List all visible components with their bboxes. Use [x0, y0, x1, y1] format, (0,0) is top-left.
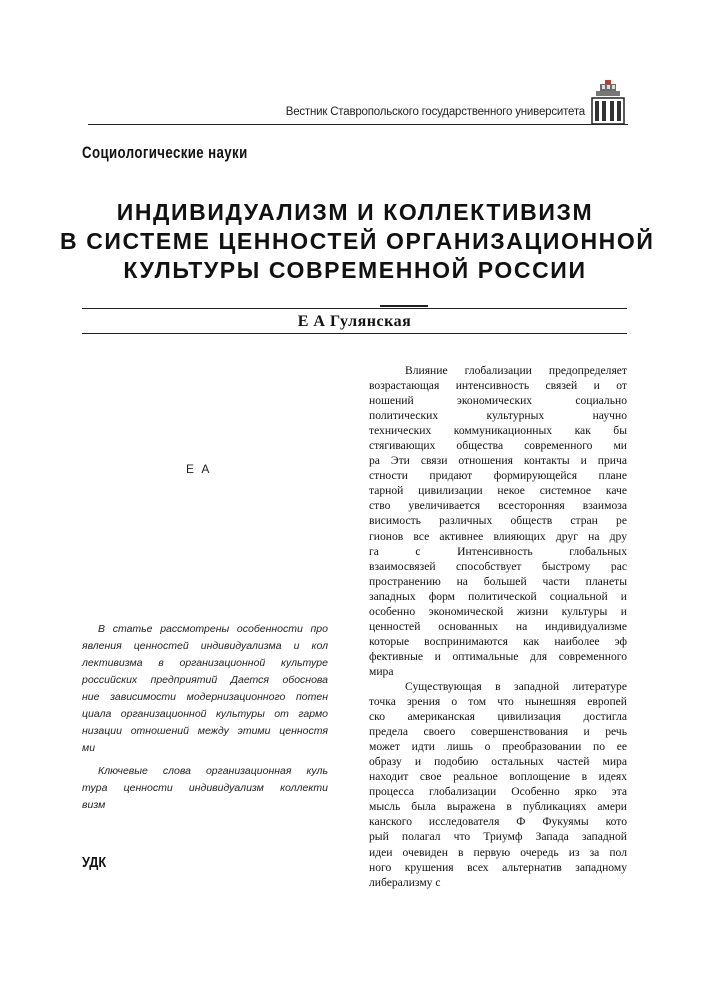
text-line: российских предприятий Дается обоснова: [82, 674, 328, 686]
text-line: ско американская цивилизация достигла: [369, 710, 627, 724]
text-line: западных форм политической социальной и: [369, 589, 627, 603]
author-name: Е А Гулянская: [297, 313, 412, 330]
author-rule-top: [82, 308, 627, 309]
text-line: ние зависимости модернизационного потен: [82, 691, 328, 703]
journal-title: Вестник Ставропольского государственного университета: [285, 106, 585, 118]
text-line: тура ценности индивидуализм коллекти: [82, 782, 328, 794]
text-line: технических коммуникационных как бы: [369, 424, 627, 438]
text-line: ношений экономических социально: [369, 394, 627, 408]
header-rule: [88, 124, 628, 125]
text-line: циала организационной культуры от гармо: [82, 708, 328, 720]
text-line: фективные и оптимальные для современного: [369, 649, 627, 663]
author-rule-bottom: [82, 333, 627, 334]
text-line: тарной цивилизации некое системное каче: [369, 484, 627, 498]
text-line: лективизма в организационной культуре: [82, 657, 328, 669]
text-line: взаимосвязей способствует быстрому рас: [369, 559, 627, 573]
text-line: может идти лишь о преобразовании по ее: [369, 740, 627, 754]
text-line: либерализму с: [369, 875, 441, 889]
text-line: идеи очевиден в первую очередь из за пол: [369, 845, 627, 859]
title-divider-short: [380, 305, 428, 307]
udc-label: УДК: [82, 854, 107, 871]
text-line: ценностей основанных на индивидуализме: [369, 619, 627, 633]
text-line: мысль была выражена в публикациях амери: [369, 800, 627, 814]
text-line: находит свое реальное воплощение в идеях: [369, 770, 627, 784]
text-line: В статье рассмотрены особенности про: [98, 623, 328, 635]
abstract: [82, 621, 328, 757]
text-line: политических культурных научно: [369, 409, 627, 423]
text-line: стности придают формирующейся плане: [369, 469, 627, 483]
text-line: низации отношений между этими ценностя: [82, 725, 328, 737]
text-line: точка зрения о том что нынешняя европей: [369, 695, 627, 709]
article-title: [60, 198, 655, 285]
title-line: ИНДИВИДУАЛИЗМ И КОЛЛЕКТИВИЗМ: [116, 199, 594, 225]
keywords: [82, 763, 328, 814]
text-line: возрастающая интенсивность связей и от: [369, 379, 627, 393]
title-line: В СИСТЕМЕ ЦЕННОСТЕЙ ОРГАНИЗАЦИОННОЙ: [60, 228, 655, 254]
text-line: висимость различных обществ стран ре: [369, 514, 627, 528]
text-line: Существующая в западной литературе: [405, 679, 627, 693]
text-line: пространению на большей части планеты: [369, 574, 627, 588]
text-line: явления ценностей индивидуализма и кол: [82, 640, 328, 652]
section-label: Социологические науки: [82, 143, 248, 162]
body-text: [369, 363, 627, 890]
text-line: канского исследователя Ф Фукуямы кото: [369, 815, 627, 829]
text-line: образу и подобию остальных частей мира: [369, 755, 627, 769]
text-line: ми: [82, 742, 96, 754]
text-line: Влияние глобализации предопределяет: [405, 364, 627, 377]
text-line: гионов все активнее влияющих друг на дру: [369, 529, 627, 543]
text-line: особенно экономической жизни культуры и: [369, 604, 627, 618]
text-line: которые воспринимаются как наиболее эф: [369, 634, 627, 648]
text-line: ра Эти связи отношения контакты и прича: [369, 454, 627, 468]
text-line: стягивающих общества современного ми: [369, 439, 627, 453]
author-initials: Е А: [186, 462, 212, 476]
text-line: Ключевые слова организационная куль: [98, 765, 328, 777]
title-line: КУЛЬТУРЫ СОВРЕМЕННОЙ РОССИИ: [123, 257, 587, 283]
text-line: ного крушения всех альтернатив западному: [369, 860, 627, 874]
text-line: рый полагал что Триумф Запада западной: [369, 830, 627, 844]
university-logo-icon: [588, 80, 628, 126]
text-line: ство увеличивается всесторонняя взаимоза: [369, 499, 627, 513]
text-line: мира: [369, 664, 394, 678]
text-line: предела своего совершенствования и речь: [369, 725, 627, 739]
text-line: визм: [82, 799, 106, 811]
text-line: процесса глобализации Особенно ярко эта: [369, 785, 627, 799]
text-line: га с Интенсивность глобальных: [369, 544, 627, 558]
